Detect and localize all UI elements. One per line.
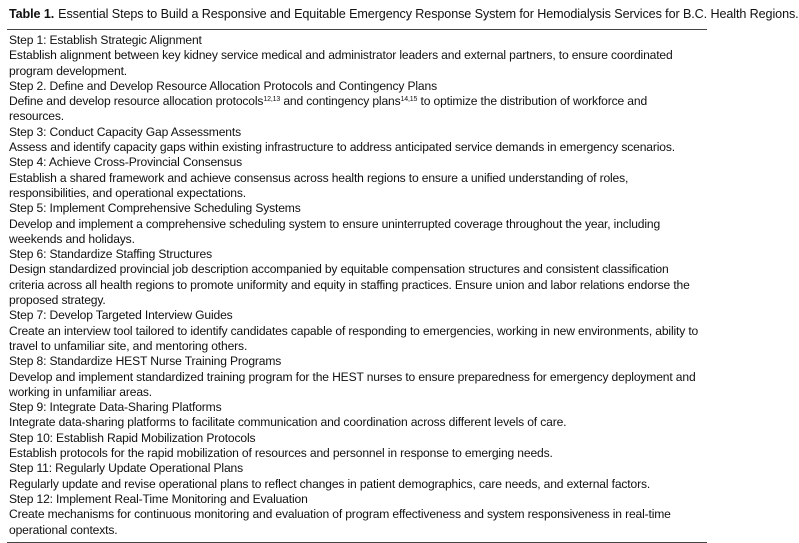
step-title: Step 3: Conduct Capacity Gap Assessments <box>9 124 241 139</box>
step-5 <box>9 201 703 247</box>
step-3 <box>9 125 703 156</box>
step-title: Step 1: Establish Strategic Alignment <box>9 33 202 47</box>
step-description: Regularly update and revise operational plans to reflect changes in patient demographics, care needs, and external factors. <box>9 476 651 491</box>
step-description-part: and contingency plans <box>280 94 401 109</box>
step-description-part: to optimize the distribution of workforce and resources. <box>9 94 648 124</box>
step-4 <box>9 155 703 201</box>
step-title: Step 6: Standardize Staffing Structures <box>9 247 213 262</box>
step-title: Step 2. Define and Develop Resource Allocation Protocols and Contingency Plans <box>9 78 437 93</box>
step-title: Step 5: Implement Comprehensive Scheduling Systems <box>9 201 301 216</box>
table-label: Table 1. <box>9 7 55 21</box>
step-description: Establish a shared framework and achieve consensus across health regions to ensure a unified understanding of roles, responsibilities, and operational expectations. <box>9 170 629 200</box>
step-title: Step 4: Achieve Cross-Provincial Consensus <box>9 155 243 170</box>
step-title: Step 12: Implement Real-Time Monitoring and Evaluation <box>9 491 308 506</box>
step-description: Develop and implement a comprehensive scheduling system to ensure uninterrupted coverage throughout the year, including weekends and holidays. <box>9 216 661 246</box>
step-description: Integrate data-sharing platforms to facilitate communication and coordination across different levels of care. <box>9 415 567 430</box>
step-description: Create an interview tool tailored to identify candidates capable of responding to emergencies, working in new environments, ability to travel to unfamiliar site, and mentoring others. <box>9 323 699 353</box>
step-description <box>9 94 703 125</box>
step-12 <box>9 492 703 538</box>
step-description: Establish protocols for the rapid mobilization of resources and personnel in response to emerging needs. <box>9 446 553 461</box>
step-description-part: Define and develop resource allocation protocols <box>9 94 264 109</box>
table <box>7 6 799 543</box>
table-caption <box>7 6 799 22</box>
step-2 <box>9 79 703 125</box>
reference-superscript: 12,13 <box>263 96 281 104</box>
step-9 <box>9 400 703 431</box>
step-description: Create mechanisms for continuous monitoring and evaluation of program effectiveness and system responsiveness in real-time operational contexts. <box>9 507 671 537</box>
step-title: Step 11: Regularly Update Operational Plans <box>9 461 244 476</box>
step-description: Develop and implement standardized training program for the HEST nurses to ensure preparedness for emergency deployment and working in unfamiliar areas. <box>9 369 696 399</box>
step-11 <box>9 461 703 492</box>
step-title: Step 7: Develop Targeted Interview Guides <box>9 308 233 323</box>
step-description: Establish alignment between key kidney service medical and administrator leaders and external partners, to ensure coordinated program development. <box>9 48 673 78</box>
step-7 <box>9 308 703 354</box>
step-10 <box>9 431 703 462</box>
step-6 <box>9 247 703 308</box>
table-title: Essential Steps to Build a Responsive and Equitable Emergency Response System for Hemodialysis Services for B.C. Health Regions. <box>58 7 799 21</box>
step-description: Design standardized provincial job description accompanied by equitable compensation structures and consistent classification criteria across all health regions to promote uniformity and equity in staffing practices. Ensure union and labor relations endorse the proposed strategy. <box>9 262 690 308</box>
step-8 <box>9 354 703 400</box>
step-title: Step 9: Integrate Data-Sharing Platforms <box>9 400 222 415</box>
step-title: Step 8: Standardize HEST Nurse Training Programs <box>9 354 282 369</box>
table-body <box>7 30 707 538</box>
reference-superscript: 14,15 <box>400 96 418 104</box>
step-title: Step 10: Establish Rapid Mobilization Protocols <box>9 430 256 445</box>
step-description: Assess and identify capacity gaps within existing infrastructure to address anticipated service demands in emergency scenarios. <box>9 140 675 155</box>
step-1 <box>9 33 703 79</box>
